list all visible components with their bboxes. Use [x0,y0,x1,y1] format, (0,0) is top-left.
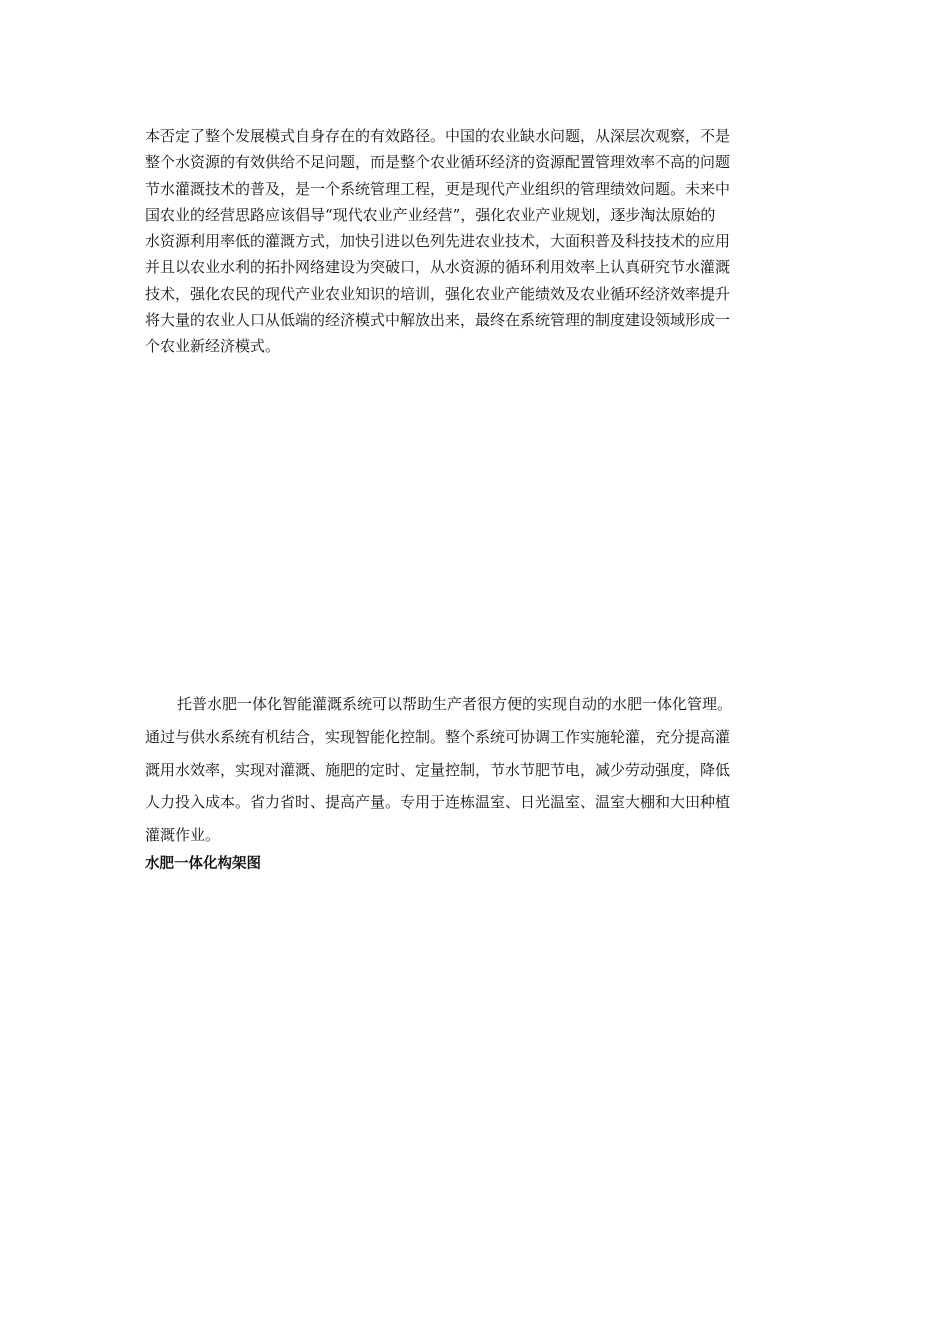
paragraph-2 [145,688,825,852]
paragraph-1-line: 技术，强化农民的现代产业农业知识的培训，强化农业产能绩效及农业循环经济效率提升 [145,284,731,303]
paragraph-1 [145,123,825,360]
paragraph-2-line: 人力投入成本。省力省时、提高产量。专用于连栋温室、日光温室、温室大棚和大田种植 [145,793,731,812]
paragraph-1-line: 水资源利用率低的灌溉方式，加快引进以色列先进农业技术，大面积普及科技技术的应用 [145,232,731,251]
paragraph-2-line: 通过与供水系统有机结合，实现智能化控制。整个系统可协调工作实施轮灌，充分提高灌 [145,727,731,746]
paragraph-1-line: 并且以农业水利的拓扑网络建设为突破口，从水资源的循环利用效率上认真研究节水灌溉 [145,258,731,277]
paragraph-1-line: 个农业新经济模式。 [145,337,281,356]
section-heading: 水肥一体化构架图 [145,856,261,872]
paragraph-2-line: 溉用水效率，实现对灌溉、施肥的定时、定量控制，节水节肥节电，减少劳动强度，降低 [145,760,731,779]
paragraph-1-line: 节水灌溉技术的普及，是一个系统管理工程，更是现代产业组织的管理绩效问题。未来中 [145,179,731,198]
paragraph-2-line: 托普水肥一体化智能灌溉系统可以帮助生产者很方便的实现自动的水肥一体化管理。 [177,695,733,713]
paragraph-1-line: 国农业的经营思路应该倡导“现代农业产业经营”，强化农业产业规划，逐步淘汰原始的 [145,205,716,224]
paragraph-1-line: 本否定了整个发展模式自身存在的有效路径。中国的农业缺水问题，从深层次观察，不是 [145,127,731,145]
paragraph-1-line: 整个水资源的有效供给不足问题，而是整个农业循环经济的资源配置管理效率不高的问题 [145,153,731,172]
paragraph-1-line: 将大量的农业人口从低端的经济模式中解放出来，最终在系统管理的制度建设领域形成一 [145,311,731,330]
paragraph-2-line: 灌溉作业。 [145,826,221,845]
